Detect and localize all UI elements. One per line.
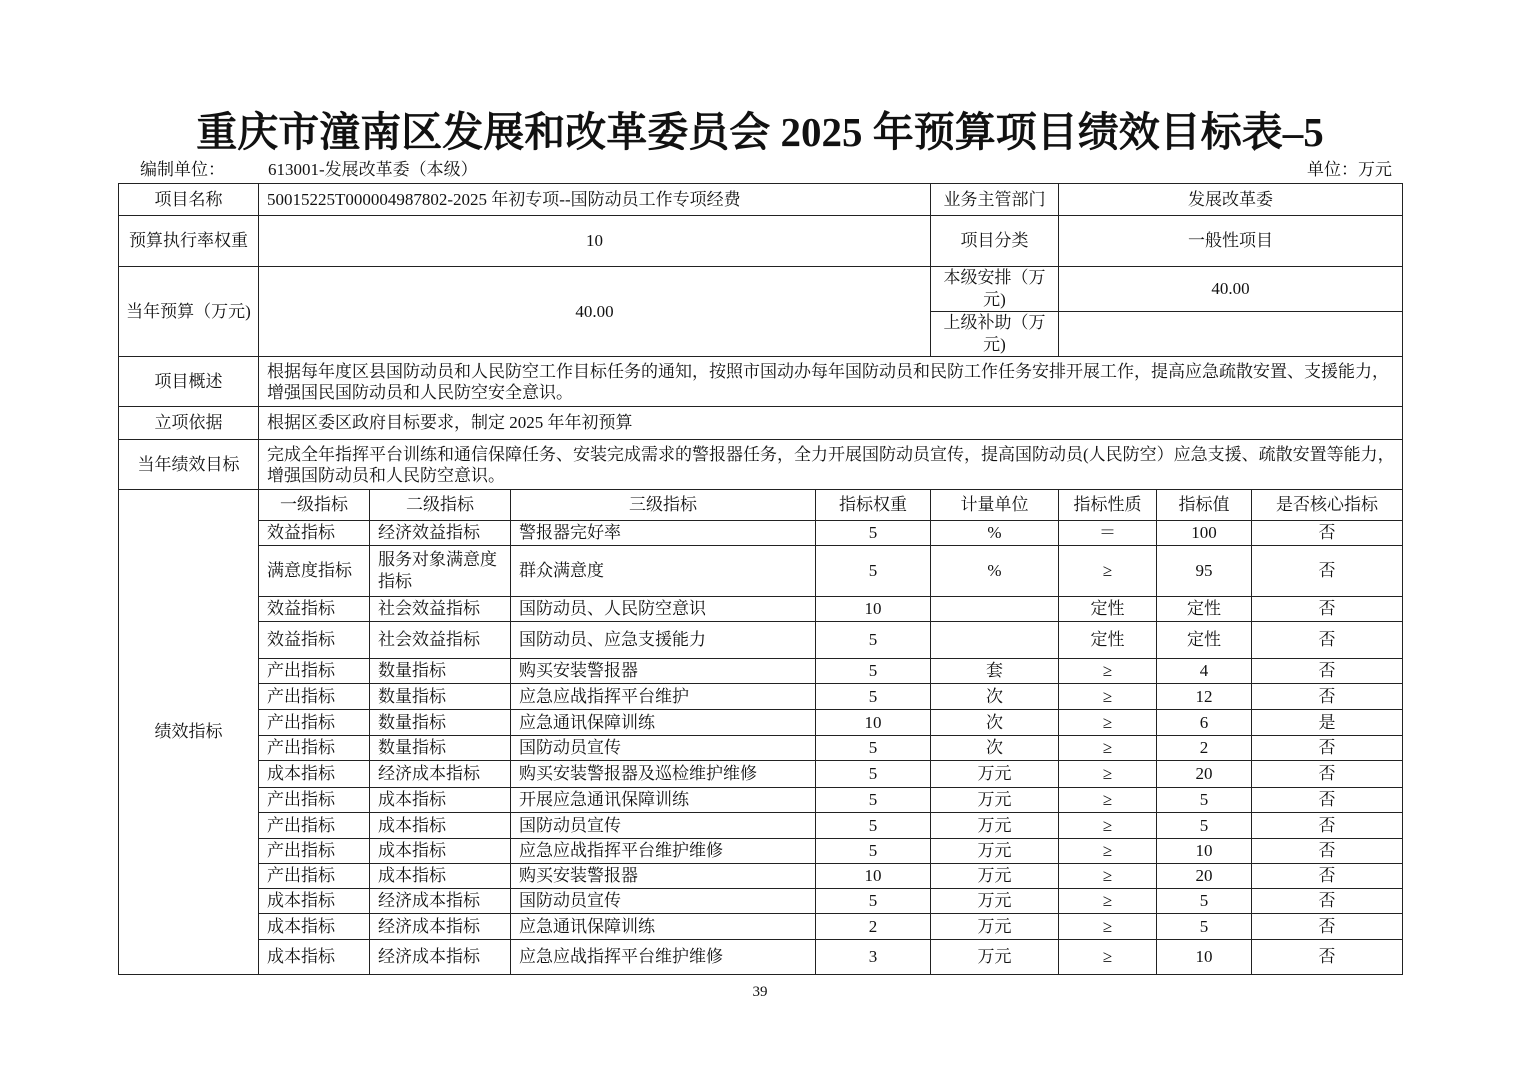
dept-value: 发展改革委 [1059, 184, 1403, 216]
indicator-level3: 应急应战指挥平台维护维修 [511, 839, 816, 864]
overview-value: 根据每年度区县国防动员和人民防空工作目标任务的通知，按照市国动办每年国防动员和民防工作任务安排开展工作，提高应急疏散安置、支援能力，增强国民国防动员和人民防空安全意识。 [259, 357, 1403, 407]
indicator-core: 是 [1252, 710, 1403, 736]
exec-rate-value: 10 [259, 216, 931, 267]
indicator-weight: 10 [816, 597, 931, 622]
header-core: 是否核心指标 [1252, 490, 1403, 521]
indicator-nature: ≥ [1059, 839, 1157, 864]
indicator-level1: 成本指标 [259, 914, 370, 940]
indicator-value: 20 [1157, 761, 1252, 788]
indicator-value: 定性 [1157, 597, 1252, 622]
indicator-level2: 经济成本指标 [370, 914, 511, 940]
indicator-nature: ≥ [1059, 864, 1157, 889]
indicator-row [119, 521, 1403, 546]
indicator-nature: ≥ [1059, 761, 1157, 788]
indicator-value: 定性 [1157, 622, 1252, 659]
indicator-value: 12 [1157, 684, 1252, 710]
indicator-level2: 成本指标 [370, 813, 511, 839]
indicator-level1: 满意度指标 [259, 546, 370, 597]
indicator-nature: ≥ [1059, 914, 1157, 940]
indicator-level2: 数量指标 [370, 736, 511, 761]
indicator-core: 否 [1252, 788, 1403, 813]
indicator-level2: 服务对象满意度指标 [370, 546, 511, 597]
indicator-nature: ≥ [1059, 546, 1157, 597]
indicator-value: 5 [1157, 813, 1252, 839]
indicator-level3: 购买安装警报器 [511, 864, 816, 889]
indicator-value: 5 [1157, 889, 1252, 914]
indicator-weight: 5 [816, 889, 931, 914]
indicator-unit: 万元 [931, 788, 1059, 813]
indicator-level3: 应急通讯保障训练 [511, 710, 816, 736]
indicator-value: 4 [1157, 659, 1252, 684]
indicator-unit: 万元 [931, 914, 1059, 940]
indicator-weight: 5 [816, 659, 931, 684]
indicator-core: 否 [1252, 659, 1403, 684]
indicator-nature: 定性 [1059, 597, 1157, 622]
goal-value: 完成全年指挥平台训练和通信保障任务、安装完成需求的警报器任务，全力开展国防动员宣传，提高国防动员(人民防空）应急支援、疏散安置等能力，增强国防动员和人民防空意识。 [259, 440, 1403, 490]
indicator-row [119, 761, 1403, 788]
indicator-level3: 国防动员宣传 [511, 736, 816, 761]
header-level2: 二级指标 [370, 490, 511, 521]
indicator-level3: 开展应急通讯保障训练 [511, 788, 816, 813]
indicator-core: 否 [1252, 839, 1403, 864]
indicator-nature: ≥ [1059, 684, 1157, 710]
indicator-core: 否 [1252, 940, 1403, 975]
indicator-value: 20 [1157, 864, 1252, 889]
indicator-weight: 10 [816, 864, 931, 889]
category-value: 一般性项目 [1059, 216, 1403, 267]
local-label: 本级安排（万元) [931, 267, 1059, 312]
indicator-row [119, 839, 1403, 864]
indicator-core: 否 [1252, 813, 1403, 839]
indicator-level1: 成本指标 [259, 761, 370, 788]
indicator-row [119, 659, 1403, 684]
indicator-nature: ≥ [1059, 710, 1157, 736]
indicator-nature: ≥ [1059, 659, 1157, 684]
indicator-level3: 国防动员宣传 [511, 889, 816, 914]
indicator-weight: 5 [816, 684, 931, 710]
indicator-unit: 套 [931, 659, 1059, 684]
indicator-level1: 效益指标 [259, 521, 370, 546]
org-value: 613001-发展改革委（本级） [268, 160, 478, 179]
indicator-weight: 5 [816, 761, 931, 788]
basis-value: 根据区委区政府目标要求，制定 2025 年年初预算 [259, 407, 1403, 440]
indicator-weight: 5 [816, 521, 931, 546]
upper-value [1059, 312, 1403, 357]
indicator-level1: 效益指标 [259, 622, 370, 659]
indicator-row [119, 546, 1403, 597]
indicator-nature: ≥ [1059, 736, 1157, 761]
indicator-unit [931, 597, 1059, 622]
indicator-core: 否 [1252, 914, 1403, 940]
indicator-level2: 成本指标 [370, 839, 511, 864]
indicator-value: 95 [1157, 546, 1252, 597]
indicator-unit: 万元 [931, 889, 1059, 914]
project-name-value: 50015225T000004987802-2025 年初专项--国防动员工作专项经费 [259, 184, 931, 216]
page-title: 重庆市潼南区发展和改革委员会 2025 年预算项目绩效目标表–5 [196, 109, 1324, 155]
indicator-level2: 社会效益指标 [370, 622, 511, 659]
header-unit: 计量单位 [931, 490, 1059, 521]
row-budget [119, 267, 1403, 312]
indicator-level2: 社会效益指标 [370, 597, 511, 622]
performance-table [118, 183, 1403, 975]
indicator-unit: 万元 [931, 864, 1059, 889]
indicator-row [119, 622, 1403, 659]
indicator-nature: ≥ [1059, 940, 1157, 975]
indicator-row [119, 813, 1403, 839]
indicator-core: 否 [1252, 684, 1403, 710]
indicator-core: 否 [1252, 864, 1403, 889]
indicator-level1: 产出指标 [259, 813, 370, 839]
row-basis [119, 407, 1403, 440]
budget-label: 当年预算（万元) [119, 267, 259, 357]
indicator-level3: 国防动员、人民防空意识 [511, 597, 816, 622]
indicator-level2: 成本指标 [370, 864, 511, 889]
indicator-level1: 成本指标 [259, 940, 370, 975]
indicator-level2: 数量指标 [370, 659, 511, 684]
indicator-unit: 次 [931, 710, 1059, 736]
budget-value: 40.00 [259, 267, 931, 357]
goal-label: 当年绩效目标 [119, 440, 259, 490]
org-label: 编制单位： [140, 160, 225, 179]
row-goal [119, 440, 1403, 490]
indicator-row [119, 889, 1403, 914]
indicator-label: 绩效指标 [119, 490, 259, 975]
indicator-core: 否 [1252, 889, 1403, 914]
indicator-level1: 产出指标 [259, 684, 370, 710]
indicator-value: 100 [1157, 521, 1252, 546]
indicator-core: 否 [1252, 622, 1403, 659]
indicator-value: 10 [1157, 839, 1252, 864]
indicator-weight: 5 [816, 813, 931, 839]
indicator-core: 否 [1252, 736, 1403, 761]
indicator-nature: 定性 [1059, 622, 1157, 659]
overview-label: 项目概述 [119, 357, 259, 407]
indicator-level2: 经济效益指标 [370, 521, 511, 546]
indicator-unit: 万元 [931, 761, 1059, 788]
header-level1: 一级指标 [259, 490, 370, 521]
indicator-level3: 购买安装警报器 [511, 659, 816, 684]
header-value: 指标值 [1157, 490, 1252, 521]
indicator-level1: 产出指标 [259, 659, 370, 684]
indicator-unit: 万元 [931, 813, 1059, 839]
indicator-core: 否 [1252, 546, 1403, 597]
indicator-core: 否 [1252, 761, 1403, 788]
indicator-row [119, 710, 1403, 736]
indicator-core: 否 [1252, 597, 1403, 622]
indicator-level3: 群众满意度 [511, 546, 816, 597]
indicator-unit: 万元 [931, 940, 1059, 975]
indicator-value: 5 [1157, 914, 1252, 940]
indicator-weight: 5 [816, 736, 931, 761]
indicator-unit: % [931, 546, 1059, 597]
indicator-level2: 经济成本指标 [370, 889, 511, 914]
indicator-weight: 5 [816, 622, 931, 659]
indicator-level3: 应急通讯保障训练 [511, 914, 816, 940]
header-weight: 指标权重 [816, 490, 931, 521]
indicator-level3: 应急应战指挥平台维护 [511, 684, 816, 710]
indicator-level1: 产出指标 [259, 864, 370, 889]
row-project-name [119, 184, 1403, 216]
indicator-level2: 经济成本指标 [370, 761, 511, 788]
exec-rate-label: 预算执行率权重 [119, 216, 259, 267]
category-label: 项目分类 [931, 216, 1059, 267]
indicator-unit: 万元 [931, 839, 1059, 864]
indicator-unit: 次 [931, 684, 1059, 710]
basis-label: 立项依据 [119, 407, 259, 440]
dept-label: 业务主管部门 [931, 184, 1059, 216]
indicator-level3: 应急应战指挥平台维护维修 [511, 940, 816, 975]
indicator-value: 6 [1157, 710, 1252, 736]
project-name-label: 项目名称 [119, 184, 259, 216]
indicator-row [119, 788, 1403, 813]
indicator-level1: 产出指标 [259, 839, 370, 864]
indicator-weight: 2 [816, 914, 931, 940]
indicator-value: 10 [1157, 940, 1252, 975]
indicator-level2: 数量指标 [370, 710, 511, 736]
indicator-level1: 效益指标 [259, 597, 370, 622]
indicator-header-row [119, 490, 1403, 521]
indicator-level1: 成本指标 [259, 889, 370, 914]
indicator-nature: ≥ [1059, 813, 1157, 839]
indicator-level3: 警报器完好率 [511, 521, 816, 546]
indicator-row [119, 736, 1403, 761]
indicator-row [119, 864, 1403, 889]
page-number: 39 [752, 984, 768, 1000]
indicator-level1: 产出指标 [259, 736, 370, 761]
indicator-weight: 5 [816, 546, 931, 597]
indicator-value: 2 [1157, 736, 1252, 761]
local-value: 40.00 [1059, 267, 1403, 312]
indicator-row [119, 684, 1403, 710]
indicator-unit [931, 622, 1059, 659]
header-nature: 指标性质 [1059, 490, 1157, 521]
indicator-weight: 3 [816, 940, 931, 975]
indicator-level1: 产出指标 [259, 710, 370, 736]
indicator-level2: 数量指标 [370, 684, 511, 710]
indicator-nature: ≥ [1059, 788, 1157, 813]
row-overview [119, 357, 1403, 407]
indicator-nature: ＝ [1059, 521, 1157, 546]
unit-label: 单位：万元 [1307, 160, 1392, 179]
indicator-weight: 10 [816, 710, 931, 736]
org-line [140, 159, 478, 181]
indicator-value: 5 [1157, 788, 1252, 813]
row-exec-rate [119, 216, 1403, 267]
indicator-nature: ≥ [1059, 889, 1157, 914]
indicator-row [119, 914, 1403, 940]
upper-label: 上级补助（万元) [931, 312, 1059, 357]
indicator-weight: 5 [816, 788, 931, 813]
indicator-row [119, 940, 1403, 975]
indicator-row [119, 597, 1403, 622]
indicator-weight: 5 [816, 839, 931, 864]
indicator-level2: 经济成本指标 [370, 940, 511, 975]
indicator-level1: 产出指标 [259, 788, 370, 813]
indicator-level3: 国防动员、应急支援能力 [511, 622, 816, 659]
indicator-level2: 成本指标 [370, 788, 511, 813]
indicator-unit: % [931, 521, 1059, 546]
indicator-unit: 次 [931, 736, 1059, 761]
indicator-level3: 国防动员宣传 [511, 813, 816, 839]
indicator-core: 否 [1252, 521, 1403, 546]
header-level3: 三级指标 [511, 490, 816, 521]
indicator-level3: 购买安装警报器及巡检维护维修 [511, 761, 816, 788]
